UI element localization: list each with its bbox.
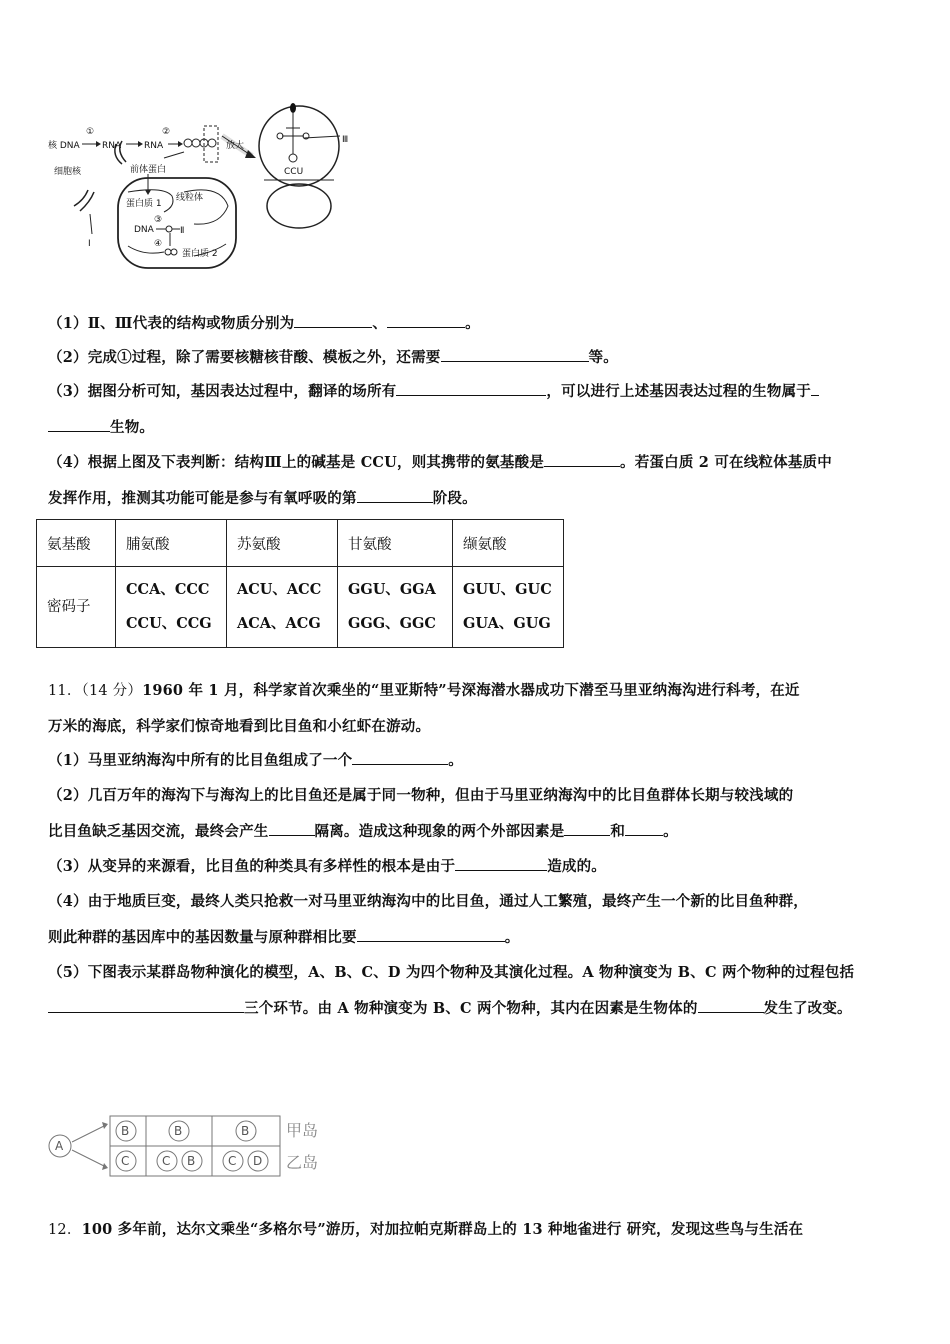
q12-text: 100 多年前，达尔文乘坐“多格尔号”游历，对加拉帕克斯群岛上的 13 种地雀进行 研究，发现这些鸟与生活在 [81, 1221, 804, 1238]
codon-value: GGG、GGC [348, 615, 436, 632]
q10-part2 [48, 346, 618, 367]
table-header-cell: 脯氨酸 [116, 520, 227, 567]
precursor-protein-label: 前体蛋白 [130, 165, 167, 175]
q11-part2b-mid: 隔离。造成这种现象的两个外部因素是 [314, 823, 565, 840]
q11-part5-blank-a[interactable] [48, 998, 244, 1013]
q10-part1-blank-b[interactable] [387, 313, 465, 328]
q12-intro [48, 1218, 803, 1239]
q10-part3-end: 生物。 [110, 419, 155, 436]
q10-part2-text: （2）完成①过程，除了需要核糖核苷酸、模板之外，还需要 [48, 349, 441, 366]
roman-2-label: Ⅱ [180, 226, 185, 236]
table-cell [453, 567, 564, 648]
island-evolution-diagram [44, 1112, 334, 1184]
step-1-label: ① [86, 127, 95, 137]
q11-part2b-end: 。 [663, 823, 678, 840]
species-b: B [174, 1124, 183, 1138]
q10-part4-mid: 。若蛋白质 2 可在线粒体基质中 [620, 454, 832, 471]
q11-part2b-and: 和 [610, 823, 626, 840]
species-c: C [228, 1154, 237, 1168]
q11-part3-blank[interactable] [455, 856, 547, 871]
q11-part4b-end: 。 [504, 929, 520, 946]
q10-part3-cont [48, 416, 154, 437]
q11-part4 [48, 890, 808, 911]
ccu-label: CCU [284, 167, 304, 177]
codon-value: GUU、GUC [463, 581, 552, 598]
step-3-label: ③ [154, 215, 163, 225]
codon-value: CCA、CCC [126, 581, 210, 598]
codon-value: GUA、GUG [463, 615, 551, 632]
codon-value: ACU、ACC [237, 581, 322, 598]
species-c: C [162, 1154, 171, 1168]
table-header-cell: 苏氨酸 [227, 520, 338, 567]
q10-part3-blank-b-start[interactable] [811, 381, 819, 396]
protein-2-label: 蛋白质 2 [182, 249, 218, 259]
gene-expression-diagram [44, 96, 364, 276]
q10-part1-sep: 、 [372, 315, 388, 332]
q10-part4-blank-a[interactable] [544, 452, 620, 467]
rna-label-2: RNA [144, 141, 164, 151]
q11-part5b-end: 发生了改变。 [763, 1000, 852, 1017]
q11-part5-blank-b[interactable] [698, 998, 764, 1013]
nuclear-dna-label: 核 DNA [48, 141, 80, 151]
roman-1-label: Ⅰ [88, 239, 91, 249]
table-cell [227, 567, 338, 648]
species-b: B [121, 1124, 130, 1138]
table-row-label: 密码子 [37, 567, 116, 648]
roman-3-label: Ⅲ [342, 135, 349, 145]
q10-part2-end: 等。 [588, 349, 618, 366]
q11-part3-text: （3）从变异的来源看，比目鱼的种类具有多样性的根本是由于 [48, 858, 456, 875]
protein-1-label: 蛋白质 1 [126, 199, 162, 209]
q10-part3-text: （3）据图分析可知，基因表达过程中，翻译的场所有 [48, 383, 397, 400]
q10-part1-blank-a[interactable] [294, 313, 372, 328]
codon-value: ACA、ACG [237, 615, 321, 632]
q10-part4b-text: 发挥作用，推测其功能可能是参与有氧呼吸的第 [48, 490, 357, 507]
table-cell [116, 567, 227, 648]
q11-part5-text: （5）下图表示某群岛物种演化的模型，A、B、C、D 为四个物种及其演化过程。A 物种演变为 B、C 两个物种的过程包括 [48, 964, 855, 981]
rna-label-1: RNA [102, 141, 122, 151]
q11-intro [48, 679, 800, 700]
codon-value: GGU、GGA [348, 581, 436, 598]
q11-part3 [48, 855, 606, 876]
q11-intro-text-2: 万米的海底，科学家们惊奇地看到比目鱼和小红虾在游动。 [48, 718, 431, 735]
q11-part1 [48, 749, 463, 770]
mito-dna-label: DNA [134, 225, 154, 235]
q10-part4-blank-b[interactable] [357, 488, 433, 503]
q10-part1-text: （1）Ⅱ、Ⅲ代表的结构或物质分别为 [48, 315, 295, 332]
q11-part2-blank-c[interactable] [625, 821, 663, 836]
species-b: B [187, 1154, 196, 1168]
species-a: A [55, 1139, 64, 1153]
q11-number: 11．（14 分） [48, 683, 143, 699]
q10-part2-blank[interactable] [441, 347, 589, 362]
q12-number: 12． [48, 1222, 82, 1238]
q11-part1-end: 。 [448, 752, 463, 769]
q10-part4-text: （4）根据上图及下表判断：结构Ⅲ上的碱基是 CCU，则其携带的氨基酸是 [48, 454, 545, 471]
table-header-cell: 缬氨酸 [453, 520, 564, 567]
q10-part3-blank-a[interactable] [396, 381, 546, 396]
q11-part2-blank-a[interactable] [269, 821, 315, 836]
step-2-label: ② [162, 127, 171, 137]
q11-part3-end: 造成的。 [547, 858, 606, 875]
table-row [37, 520, 564, 567]
q11-part4-text: （4）由于地质巨变，最终人类只抢救一对马里亚纳海沟中的比目鱼，通过人工繁殖，最终产生一个新的比目鱼种群， [48, 893, 808, 910]
nucleus-label: 细胞核 [54, 167, 82, 177]
table-cell [338, 567, 453, 648]
q10-part1 [48, 312, 480, 333]
q11-part5b-mid: 三个环节。由 A 物种演变为 B、C 两个物种，其内在因素是生物体的 [244, 1000, 698, 1017]
q11-part4-cont [48, 926, 519, 947]
q11-part4-blank[interactable] [357, 927, 505, 942]
table-row [37, 567, 564, 648]
island-1-label: 甲岛 [286, 1121, 319, 1140]
codon-value: CCU、CCG [126, 615, 212, 632]
q11-part1-blank[interactable] [352, 750, 448, 765]
q11-part2-text: （2）几百万年的海沟下与海沟上的比目鱼还是属于同一物种，但由于马里亚纳海沟中的比目鱼群体长期与较浅域的 [48, 787, 794, 804]
island-2-label: 乙岛 [286, 1153, 319, 1172]
q11-part2-cont [48, 820, 678, 841]
q11-part4b-text: 则此种群的基因库中的基因数量与原种群相比要 [48, 929, 357, 946]
q11-intro-cont [48, 715, 430, 736]
table-header-cell: 氨基酸 [37, 520, 116, 567]
species-c: C [121, 1154, 130, 1168]
q11-part5 [48, 961, 854, 982]
q11-intro-text: 1960 年 1 月，科学家首次乘坐的“里亚斯特”号深海潜水器成功下潜至马里亚纳海沟进行科考，在近 [142, 682, 800, 699]
step-4-label: ④ [154, 239, 163, 249]
table-header-cell: 甘氨酸 [338, 520, 453, 567]
q10-part1-end: 。 [465, 315, 480, 332]
q11-part5-cont [48, 997, 852, 1018]
q10-part3-mid: ，可以进行上述基因表达过程的生物属于 [546, 383, 811, 400]
q10-part3-blank-b[interactable] [48, 417, 110, 432]
codon-table [36, 519, 564, 648]
species-d: D [253, 1154, 263, 1168]
q11-part2b-text: 比目鱼缺乏基因交流，最终会产生 [48, 823, 269, 840]
magnify-label: 放大 [226, 141, 245, 151]
mitochondrion-label: 线粒体 [176, 193, 204, 203]
q11-part2 [48, 784, 793, 805]
q10-part4b-end: 阶段。 [432, 490, 477, 507]
q10-part4 [48, 451, 832, 472]
species-b: B [241, 1124, 250, 1138]
q10-part3 [48, 380, 819, 401]
q11-part2-blank-b[interactable] [564, 821, 610, 836]
q10-part4-cont [48, 487, 477, 508]
q11-part1-text: （1）马里亚纳海沟中所有的比目鱼组成了一个 [48, 752, 353, 769]
